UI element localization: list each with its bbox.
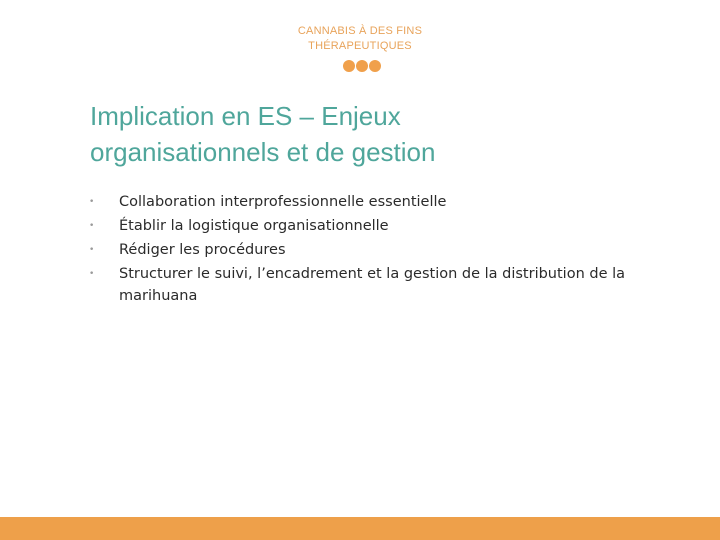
slide-title-line-2: organisationnels et de gestion (90, 137, 436, 167)
slide-title-line-1: Implication en ES – Enjeux (90, 101, 401, 131)
header-line-2: THÉRAPEUTIQUES (308, 40, 412, 52)
bullet-item (88, 262, 648, 307)
slide-title (90, 98, 650, 170)
dot-icon (356, 60, 368, 72)
footer-bar (0, 517, 720, 540)
bullet-text: Établir la logistique organisationnelle (119, 218, 389, 234)
header-line-1: CANNABIS À DES FINS (297, 25, 423, 37)
bullet-item (88, 190, 648, 214)
bullet-item (88, 214, 648, 238)
dot-icon (343, 60, 355, 72)
bullet-marker: • (89, 245, 95, 255)
header (0, 24, 720, 54)
bullet-text: Rédiger les procédures (119, 242, 286, 258)
bullet-list (88, 190, 648, 307)
decorative-dots (343, 60, 381, 72)
bullet-marker: • (89, 269, 95, 279)
dot-icon (369, 60, 381, 72)
bullet-item (88, 238, 648, 262)
bullet-marker: • (89, 197, 95, 207)
bullet-text: Structurer le suivi, l’encadrement et la gestion de la distribution de la marihuana (119, 266, 626, 304)
bullet-marker: • (89, 221, 95, 231)
bullet-text: Collaboration interprofessionnelle essentielle (119, 194, 447, 210)
